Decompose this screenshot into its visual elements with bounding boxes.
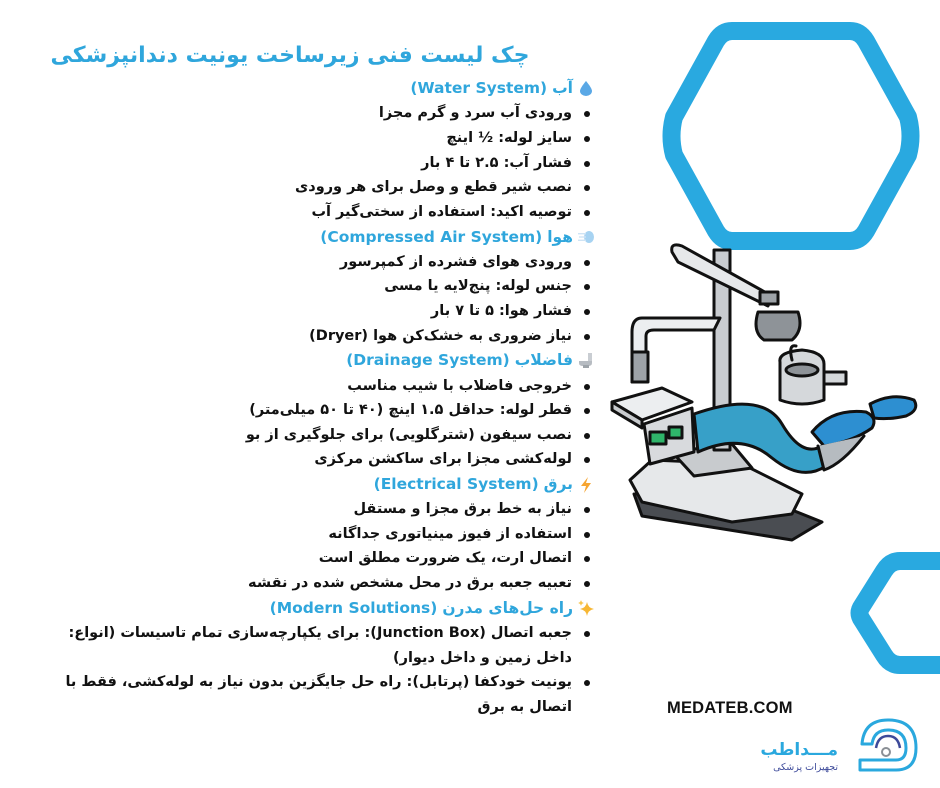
section-air xyxy=(34,224,594,348)
heading-fa: برق xyxy=(543,475,573,494)
list-item: ورودی هوای فشرده از کمپرسور xyxy=(34,250,594,275)
list-item: نصب شیر قطع و وصل برای هر ورودی xyxy=(34,175,594,200)
list-item: نصب سیفون (شترگلویی) برای جلوگیری از بو xyxy=(34,423,594,448)
list-item: نیاز ضروری به خشک‌کن هوا (Dryer) xyxy=(34,324,594,349)
section-modern-solutions xyxy=(34,596,594,720)
dental-chair-illustration xyxy=(602,232,922,542)
heading-fa: هوا xyxy=(547,227,573,246)
list-item: توصیه اکید: استفاده از سختی‌گیر آب xyxy=(34,200,594,225)
list-item: فشار آب: ۲.۵ تا ۴ بار xyxy=(34,151,594,176)
list-item: تعبیه جعبه برق در محل مشخص شده در نقشه xyxy=(34,571,594,596)
section-heading xyxy=(34,596,594,621)
bullet xyxy=(584,210,590,216)
toilet-icon xyxy=(578,353,594,369)
page-title: چک لیست فنی زیرساخت یونیت دندانپزشکی xyxy=(50,42,530,68)
checklist xyxy=(34,76,594,719)
lightning-icon xyxy=(578,477,594,493)
list-item: سایز لوله: ½ اینچ xyxy=(34,126,594,151)
heading-en: (Modern Solutions) xyxy=(269,598,438,617)
section-heading xyxy=(34,348,594,373)
heading-fa: راه حل‌های مدرن xyxy=(442,598,573,617)
bullet xyxy=(584,507,590,513)
bullet xyxy=(584,581,590,587)
heading-en: (Compressed Air System) xyxy=(320,227,543,246)
bullet xyxy=(584,433,590,439)
hexagon-outline-partial xyxy=(846,546,940,680)
section-heading xyxy=(34,76,594,101)
heading-en: (Electrical System) xyxy=(373,475,539,494)
section-heading xyxy=(34,472,594,497)
droplet-icon xyxy=(578,81,594,97)
list-item: ورودی آب سرد و گرم مجزا xyxy=(34,101,594,126)
bullet xyxy=(584,556,590,562)
heading-en: (Drainage System) xyxy=(346,351,510,370)
section-drainage xyxy=(34,348,594,472)
bullet xyxy=(584,384,590,390)
brand-logo xyxy=(755,716,920,778)
list-item: نیاز به خط برق مجزا و مستقل xyxy=(34,497,594,522)
list-item: اتصال ارت، یک ضرورت مطلق است xyxy=(34,546,594,571)
heading-fa: فاضلاب xyxy=(514,351,573,370)
list-item: استفاده از فیوز مینیاتوری جداگانه xyxy=(34,522,594,547)
bullet xyxy=(584,631,590,637)
heading-en: (Water System) xyxy=(410,79,548,98)
list-item: جنس لوله: پنج‌لایه یا مسی xyxy=(34,274,594,299)
bullet xyxy=(584,680,590,686)
logo-spiral-icon xyxy=(856,716,920,778)
section-electrical xyxy=(34,472,594,596)
bullet xyxy=(584,185,590,191)
bullet xyxy=(584,457,590,463)
website-url: MEDATEB.COM xyxy=(667,699,793,717)
section-water xyxy=(34,76,594,224)
list-item: فشار هوا: ۵ تا ۷ بار xyxy=(34,299,594,324)
section-heading xyxy=(34,224,594,249)
bullet xyxy=(584,532,590,538)
bullet xyxy=(584,408,590,414)
bullet xyxy=(584,260,590,266)
list-item: قطر لوله: حداقل ۱.۵ اینچ (۴۰ تا ۵۰ میلی‌متر) xyxy=(34,398,594,423)
heading-fa: آب xyxy=(552,79,573,98)
logo-name: مـــداطب xyxy=(760,740,838,760)
bullet xyxy=(584,111,590,117)
bullet xyxy=(584,136,590,142)
list-item: خروجی فاضلاب با شیب مناسب xyxy=(34,374,594,399)
list-item: جعبه اتصال (Junction Box): برای یکپارچه‌سازی تمام تاسیسات (انواع: داخل زمین و داخل دیوار) xyxy=(34,621,594,670)
bullet xyxy=(584,161,590,167)
wind-icon xyxy=(578,229,594,245)
bullet xyxy=(584,334,590,340)
bullet xyxy=(584,309,590,315)
hexagon-outline-large xyxy=(660,14,922,258)
sparkles-icon xyxy=(578,600,594,616)
bullet xyxy=(584,284,590,290)
logo-subtitle: تجهیزات پزشکی xyxy=(773,762,838,773)
list-item: یونیت خودکفا (پرتابل): راه حل جایگزین بدون نیاز به لوله‌کشی، فقط با اتصال به برق xyxy=(34,670,594,719)
list-item: لوله‌کشی مجزا برای ساکشن مرکزی xyxy=(34,447,594,472)
